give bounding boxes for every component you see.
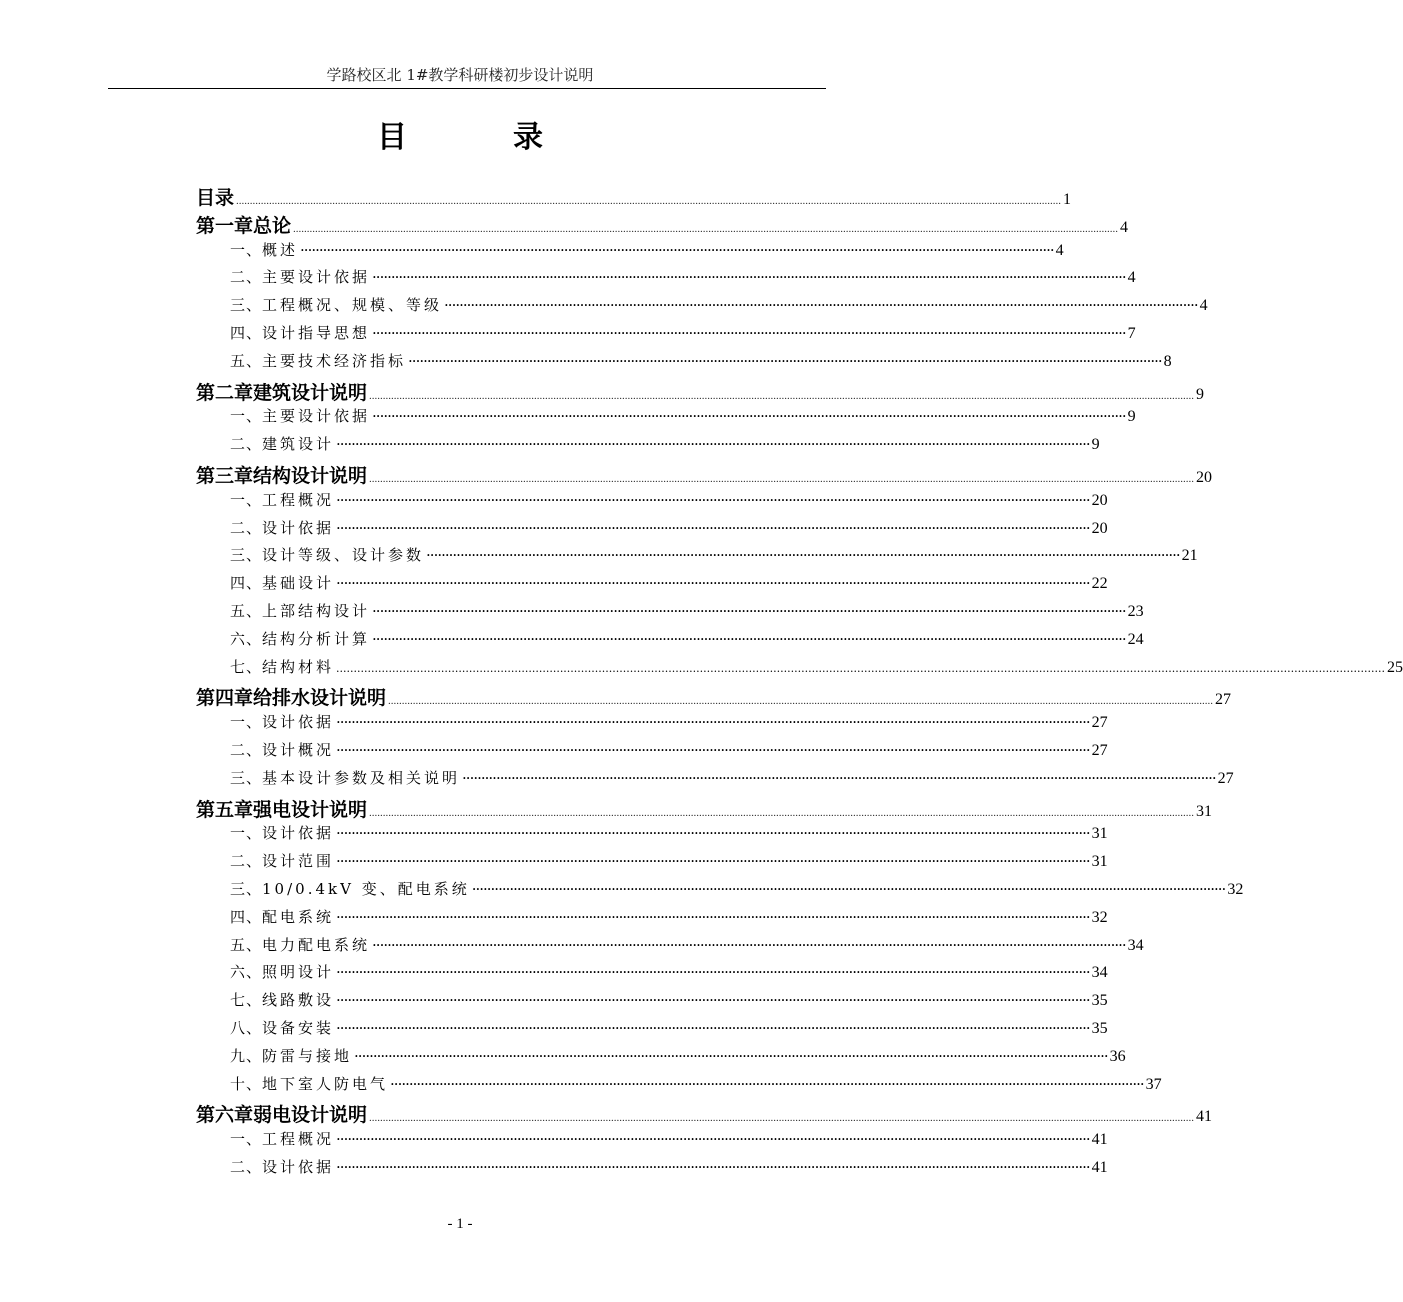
section-number: 一、 (230, 407, 263, 426)
dot-leader: ········································································································································································································ (462, 768, 1216, 787)
dot-leader: ········································································································································································································ (336, 518, 1090, 537)
toc-section-entry (230, 350, 1172, 371)
section-title: 设计依据 (262, 713, 335, 732)
page-number: 41 (1196, 1108, 1213, 1126)
dot-leader: ········································································································································································································ (336, 435, 1090, 454)
section-number: 四、 (230, 907, 263, 926)
dot-leader: ········································································································································································································ (336, 1130, 1090, 1149)
section-title: 设计指导思想 (262, 324, 371, 342)
section-number: 三、 (230, 296, 263, 315)
page-number: 4 (1055, 241, 1064, 259)
dot-leader: ········································································································································································································ (300, 240, 1054, 259)
section-number: 二、 (230, 852, 263, 871)
section-number: 七、 (230, 657, 263, 676)
page-number: 25 (1387, 658, 1403, 676)
section-title: 设计依据 (262, 1158, 335, 1176)
chapter-label: 第三章 (196, 465, 254, 487)
section-title: 设计依据 (262, 824, 335, 843)
toc-section-entry (230, 1128, 1108, 1149)
toc-chapter-entry (196, 683, 1232, 710)
chapter-title: 弱电设计说明 (253, 1104, 368, 1127)
toc-chapter-entry (196, 211, 1129, 238)
toc-chapter-entry (196, 795, 1213, 822)
toc-section-entry (230, 934, 1144, 955)
dot-leader: ............................................................................................................................................................................................................................................................................................................ (369, 806, 1195, 819)
page-number: 24 (1127, 630, 1144, 648)
section-title: 地下室人防电气 (262, 1074, 389, 1093)
page-number: 31 (1091, 853, 1108, 871)
page-number: 27 (1091, 742, 1108, 759)
dot-leader: ········································································································································································································ (372, 935, 1126, 954)
toc-section-entry (230, 405, 1136, 426)
chapter-title: 强电设计说明 (253, 798, 368, 821)
dot-leader: ········································································································································································································ (372, 602, 1126, 620)
dot-leader: ········································································································································································································ (372, 268, 1126, 287)
page-number-footer: - 1 - (447, 1216, 473, 1232)
chapter-label: 目录 (196, 187, 235, 209)
toc-section-entry (230, 1045, 1126, 1066)
dot-leader: ............................................................................................................................................................................................................................................................................................................ (293, 222, 1119, 235)
section-title: 工程概况 (262, 1130, 335, 1149)
dot-leader: ········································································································································································································ (336, 824, 1090, 843)
section-number: 八、 (230, 1019, 263, 1037)
dot-leader: ............................................................................................................................................................................................................................................................................................................ (388, 695, 1214, 708)
section-number: 六、 (230, 629, 263, 648)
chapter-title: 总论 (253, 214, 292, 237)
page-number: 31 (1091, 825, 1108, 843)
page-number: 34 (1091, 964, 1108, 982)
page-number: 41 (1091, 1159, 1108, 1176)
toc-section-entry (230, 989, 1108, 1010)
section-number: 七、 (230, 991, 263, 1010)
toc-section-entry (230, 739, 1108, 760)
section-title: 工程概况、规模、等级 (262, 296, 443, 315)
chapter-label: 第五章 (196, 798, 254, 821)
dot-leader: ········································································································································································································ (336, 490, 1090, 509)
toc-section-entry (230, 517, 1108, 538)
dot-leader: ········································································································································································································ (444, 296, 1198, 315)
chapter-label: 第一章 (196, 214, 254, 237)
toc-section-entry (230, 656, 1403, 677)
toc-section-entry (230, 1017, 1108, 1038)
page-number: 4 (1199, 297, 1208, 315)
page-number: 32 (1091, 908, 1108, 926)
chapter-label: 第六章 (196, 1104, 254, 1127)
dot-leader: ········································································································································································································ (336, 852, 1090, 871)
section-title: 主要设计依据 (262, 407, 371, 426)
page-number: 21 (1181, 547, 1198, 565)
section-number: 三、 (230, 880, 263, 898)
section-number: 四、 (230, 324, 263, 342)
page-number: 4 (1120, 218, 1129, 236)
page-number: 9 (1127, 408, 1136, 426)
toc-section-entry (230, 322, 1136, 343)
page-number: 35 (1091, 992, 1108, 1010)
page-number: 4 (1127, 269, 1136, 287)
dot-leader: ········································································································································································································ (408, 351, 1162, 370)
page-number: 27 (1091, 714, 1108, 732)
section-title: 防雷与接地 (262, 1046, 353, 1065)
section-title: 建筑设计 (262, 435, 335, 454)
section-title: 上部结构设计 (262, 602, 371, 620)
section-number: 五、 (230, 935, 263, 954)
section-title: 设计依据 (262, 518, 335, 537)
page-number: 9 (1196, 385, 1205, 403)
dot-leader: ········································································································································································································ (336, 713, 1090, 732)
toc-section-entry (230, 711, 1108, 732)
toc-section-entry (230, 600, 1144, 621)
dot-leader: ········································································································································································································ (372, 407, 1126, 426)
section-title: 概述 (262, 240, 299, 259)
toc-section-entry (230, 239, 1064, 260)
section-number: 一、 (230, 490, 263, 509)
section-title: 结构材料 (262, 657, 335, 676)
toc-section-entry (230, 822, 1108, 843)
toc-section-entry (230, 1156, 1108, 1177)
section-title: 基础设计 (262, 574, 335, 593)
section-number: 一、 (230, 1130, 263, 1149)
chapter-label: 第二章 (196, 381, 254, 404)
page-number: 8 (1163, 352, 1172, 370)
dot-leader: ········································································································································································································ (336, 963, 1090, 982)
dot-leader: ............................................................................................................................................................................................................................................................................................................ (369, 389, 1195, 402)
toc-section-entry (230, 544, 1198, 565)
dot-leader: ········································································································································································································ (336, 907, 1090, 926)
section-title: 设计范围 (262, 852, 335, 871)
page-number: 9 (1091, 436, 1100, 454)
page-number: 23 (1127, 603, 1144, 620)
section-title: 设计等级、设计参数 (262, 546, 425, 565)
page-number: 41 (1091, 1131, 1108, 1149)
section-title: 配电系统 (262, 907, 335, 926)
toc-chapter-entry (196, 378, 1205, 405)
section-number: 三、 (230, 546, 263, 565)
toc-chapter-entry (196, 461, 1213, 488)
toc-section-entry (230, 767, 1234, 788)
section-title: 电力配电系统 (262, 935, 371, 954)
chapter-title: 给排水设计说明 (253, 687, 387, 710)
section-number: 一、 (230, 713, 263, 732)
toc-section-entry (230, 266, 1136, 287)
page-title: 目 录 (377, 120, 581, 155)
dot-leader: ········································································································································································································ (336, 574, 1090, 593)
section-number: 四、 (230, 574, 263, 593)
section-number: 九、 (230, 1046, 263, 1065)
page-number: 27 (1217, 769, 1234, 787)
section-title: 设备安装 (262, 1019, 335, 1037)
dot-leader: ········································································································································································································ (372, 324, 1126, 342)
dot-leader: ········································································································································································································ (336, 1019, 1090, 1037)
section-title: 线路敷设 (262, 991, 335, 1010)
page-number: 36 (1109, 1047, 1126, 1065)
running-header: 学路校区北 1#教学科研楼初步设计说明 (326, 66, 594, 84)
dot-leader: ········································································································································································································ (336, 1158, 1090, 1176)
section-number: 二、 (230, 518, 263, 537)
page-number: 22 (1091, 575, 1108, 593)
chapter-title: 建筑设计说明 (253, 381, 368, 404)
section-number: 五、 (230, 602, 263, 620)
page-number: 37 (1145, 1075, 1162, 1093)
section-number: 一、 (230, 824, 263, 843)
page-number: 34 (1127, 936, 1144, 954)
section-number: 二、 (230, 741, 263, 759)
toc-section-entry (230, 906, 1108, 927)
section-number: 二、 (230, 1158, 263, 1176)
section-number: 三、 (230, 768, 263, 787)
chapter-title: 结构设计说明 (253, 465, 368, 487)
page-number: 20 (1091, 491, 1108, 509)
toc-section-entry (230, 572, 1108, 593)
page-number: 35 (1091, 1020, 1108, 1037)
section-title: 主要技术经济指标 (262, 351, 407, 370)
section-number: 五、 (230, 351, 263, 370)
page-number: 31 (1196, 802, 1213, 820)
dot-leader: ········································································································································································································ (354, 1046, 1108, 1065)
page-number: 32 (1227, 881, 1244, 898)
dot-leader: ········································································································································································································ (390, 1074, 1144, 1093)
page-number: 20 (1091, 519, 1108, 537)
toc-chapter-entry (196, 1100, 1213, 1127)
section-number: 六、 (230, 963, 263, 982)
section-title: 主要设计依据 (262, 268, 371, 287)
toc-section-entry (230, 1073, 1162, 1094)
toc-section-entry (230, 489, 1108, 510)
section-title: 照明设计 (262, 963, 335, 982)
section-title: 设计概况 (262, 741, 335, 759)
dot-leader: ............................................................................................................................................................................................................................................................................................................ (236, 195, 1062, 207)
section-title: 结构分析计算 (262, 629, 371, 648)
toc-section-entry (230, 433, 1100, 454)
dot-leader: ········································································································································································································ (426, 546, 1180, 565)
section-title: 10/0.4kV 变、配电系统 (262, 880, 470, 898)
dot-leader: ········································································································································································································ (336, 741, 1090, 759)
chapter-label: 第四章 (196, 687, 254, 710)
page-number: 27 (1215, 691, 1232, 709)
dot-leader: ............................................................................................................................................................................................................................................................................................................ (369, 473, 1195, 485)
section-number: 一、 (230, 240, 263, 259)
dot-leader: ········································································································································································································ (471, 880, 1226, 898)
dot-leader: ............................................................................................................................................................................................................................................................................................................ (336, 661, 1386, 675)
toc-section-entry (230, 850, 1108, 871)
dot-leader: ............................................................................................................................................................................................................................................................................................................ (369, 1112, 1195, 1125)
section-number: 二、 (230, 268, 263, 287)
dot-leader: ········································································································································································································ (372, 629, 1126, 648)
toc-section-entry (230, 961, 1108, 982)
page-number: 1 (1063, 191, 1072, 208)
toc-section-entry (230, 878, 1244, 899)
section-number: 二、 (230, 435, 263, 454)
page-number: 7 (1127, 325, 1136, 342)
section-number: 十、 (230, 1074, 263, 1093)
section-title: 工程概况 (262, 490, 335, 509)
toc-chapter-entry (196, 183, 1072, 210)
section-title: 基本设计参数及相关说明 (262, 768, 461, 787)
toc-section-entry (230, 294, 1208, 315)
toc-section-entry (230, 628, 1144, 649)
page-number: 20 (1196, 469, 1213, 486)
dot-leader: ········································································································································································································ (336, 991, 1090, 1010)
